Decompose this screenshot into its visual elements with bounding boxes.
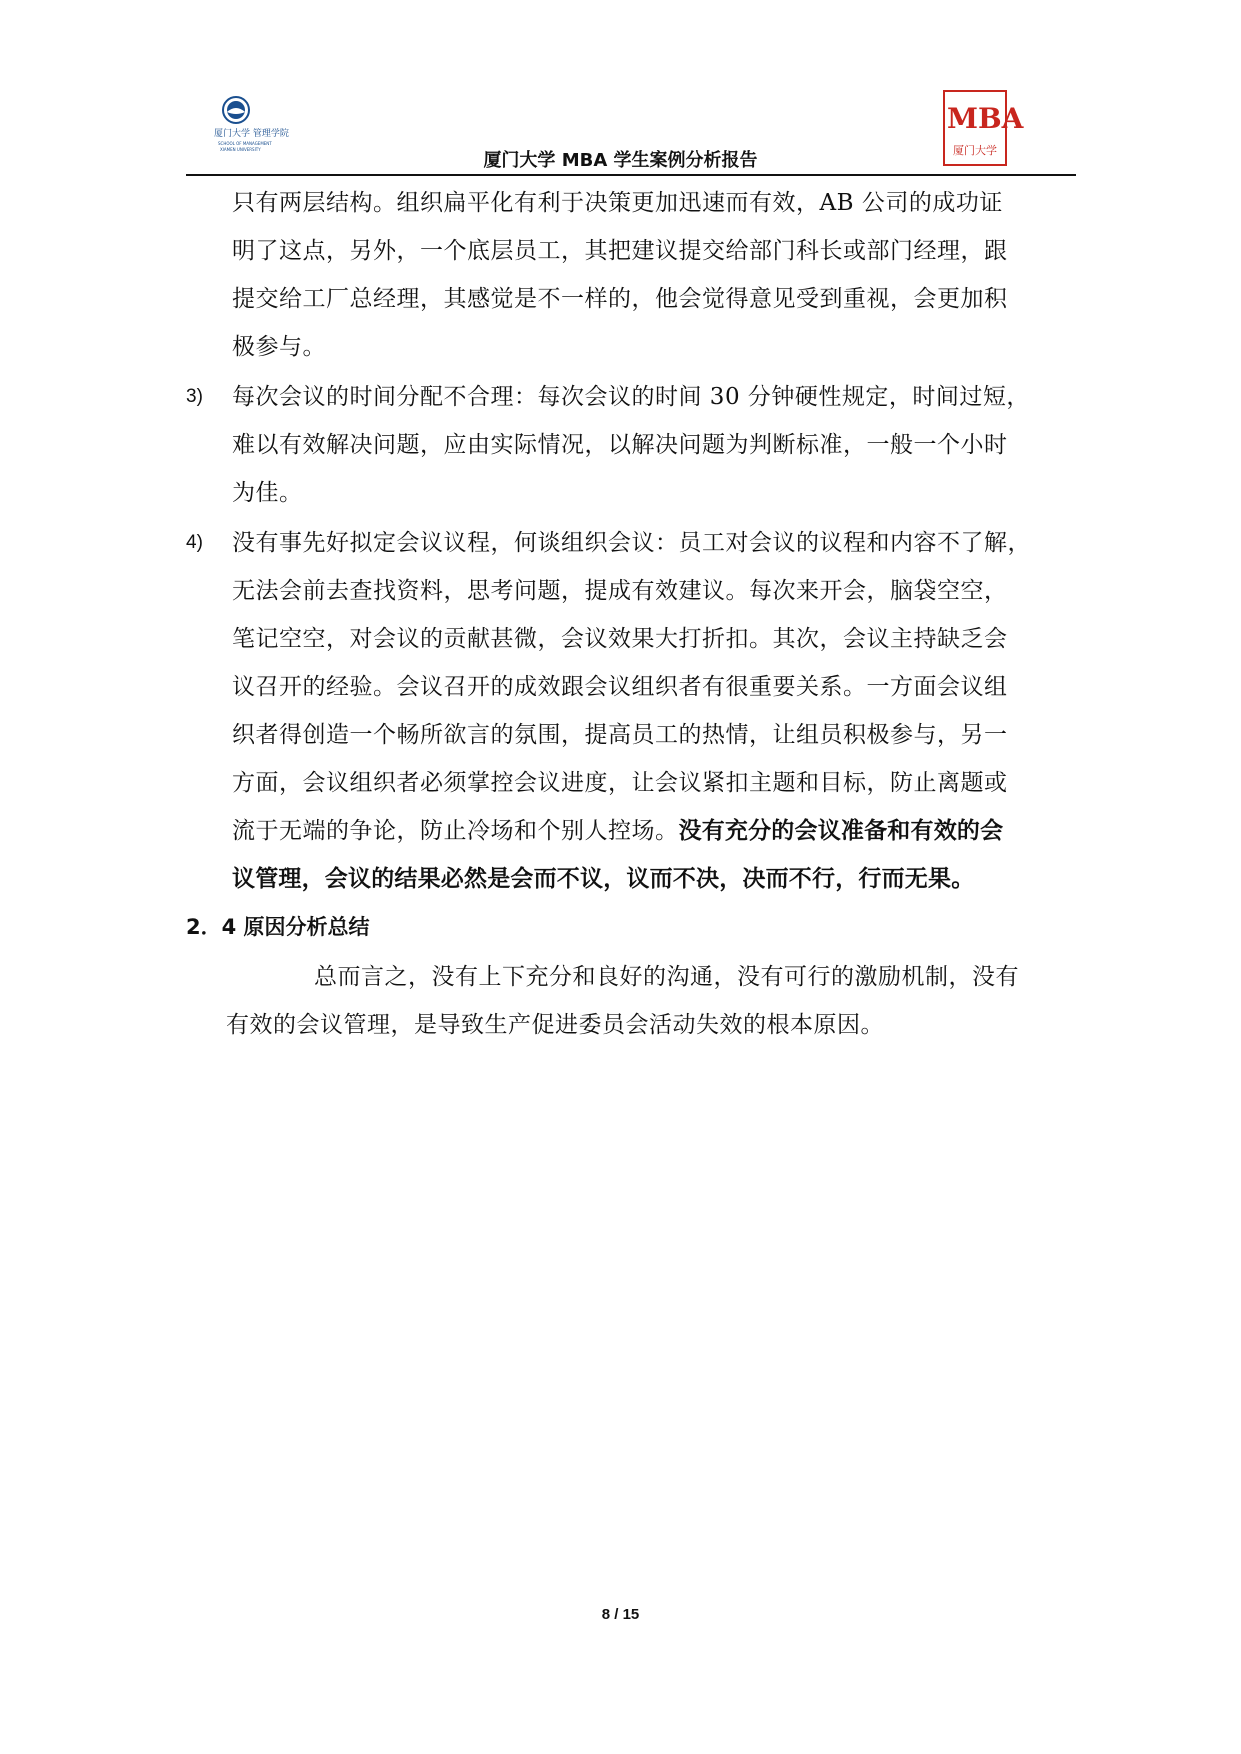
text-normal: 流于无端的争论，防止冷场和个别人控场。 bbox=[232, 818, 679, 844]
section-heading: 2．4 原因分析总结 bbox=[186, 915, 370, 939]
text-emphasis: 没有充分的会议准备和有效的会 bbox=[678, 818, 1004, 844]
text-line: 只有两层结构。组织扁平化有利于决策更加迅速而有效，AB 公司的成功证 bbox=[232, 190, 1003, 216]
list-number: 4) bbox=[186, 532, 203, 553]
text-line: 方面，会议组织者必须掌控会议进度，让会议紧扣主题和目标，防止离题或 bbox=[232, 770, 1008, 796]
report-title: 厦门大学 MBA 学生案例分析报告 bbox=[483, 150, 758, 171]
text-line: 笔记空空，对会议的贡献甚微，会议效果大打折扣。其次，会议主持缺乏会 bbox=[232, 626, 1008, 652]
text-line: 明了这点，另外，一个底层员工，其把建议提交给部门科长或部门经理，跟 bbox=[232, 238, 1008, 264]
svg-text:XIAMEN UNIVERSITY: XIAMEN UNIVERSITY bbox=[220, 147, 261, 152]
text-emphasis: 议管理，会议的结果必然是会而不议，议而不决，决而不行，行而无果。 bbox=[232, 866, 975, 892]
svg-text:SCHOOL OF MANAGEMENT: SCHOOL OF MANAGEMENT bbox=[218, 141, 272, 146]
page-number: 8 / 15 bbox=[601, 1606, 640, 1623]
text-line: 议召开的经验。会议召开的成效跟会议组织者有很重要关系。一方面会议组 bbox=[232, 674, 1008, 700]
text-line: 提交给工厂总经理，其感觉是不一样的，他会觉得意见受到重视，会更加积 bbox=[232, 286, 1008, 312]
text-line-mixed bbox=[232, 816, 1003, 846]
text-line: 难以有效解决问题，应由实际情况，以解决问题为判断标准，一般一个小时 bbox=[232, 432, 1008, 458]
list-number: 3) bbox=[186, 386, 203, 407]
svg-text:厦门大学 管理学院: 厦门大学 管理学院 bbox=[214, 129, 289, 139]
text-line: 极参与。 bbox=[232, 334, 326, 360]
svg-text:厦门大学: 厦门大学 bbox=[953, 144, 997, 157]
text-line: 总而言之，没有上下充分和良好的沟通，没有可行的激励机制，没有 bbox=[314, 964, 1019, 990]
text-line: 有效的会议管理，是导致生产促进委员会活动失效的根本原因。 bbox=[226, 1012, 884, 1038]
text-line: 每次会议的时间分配不合理：每次会议的时间 30 分钟硬性规定，时间过短， bbox=[232, 384, 1030, 410]
header-divider bbox=[186, 174, 1076, 176]
text-line: 没有事先好拟定会议议程，何谈组织会议：员工对会议的议程和内容不了解， bbox=[232, 530, 1031, 556]
text-line: 无法会前去查找资料，思考问题，提成有效建议。每次来开会，脑袋空空， bbox=[232, 578, 1008, 604]
svg-text:MBA: MBA bbox=[947, 102, 1024, 135]
text-line: 织者得创造一个畅所欲言的氛围，提高员工的热情，让组员积极参与，另一 bbox=[232, 722, 1008, 748]
text-line: 为佳。 bbox=[232, 480, 303, 506]
